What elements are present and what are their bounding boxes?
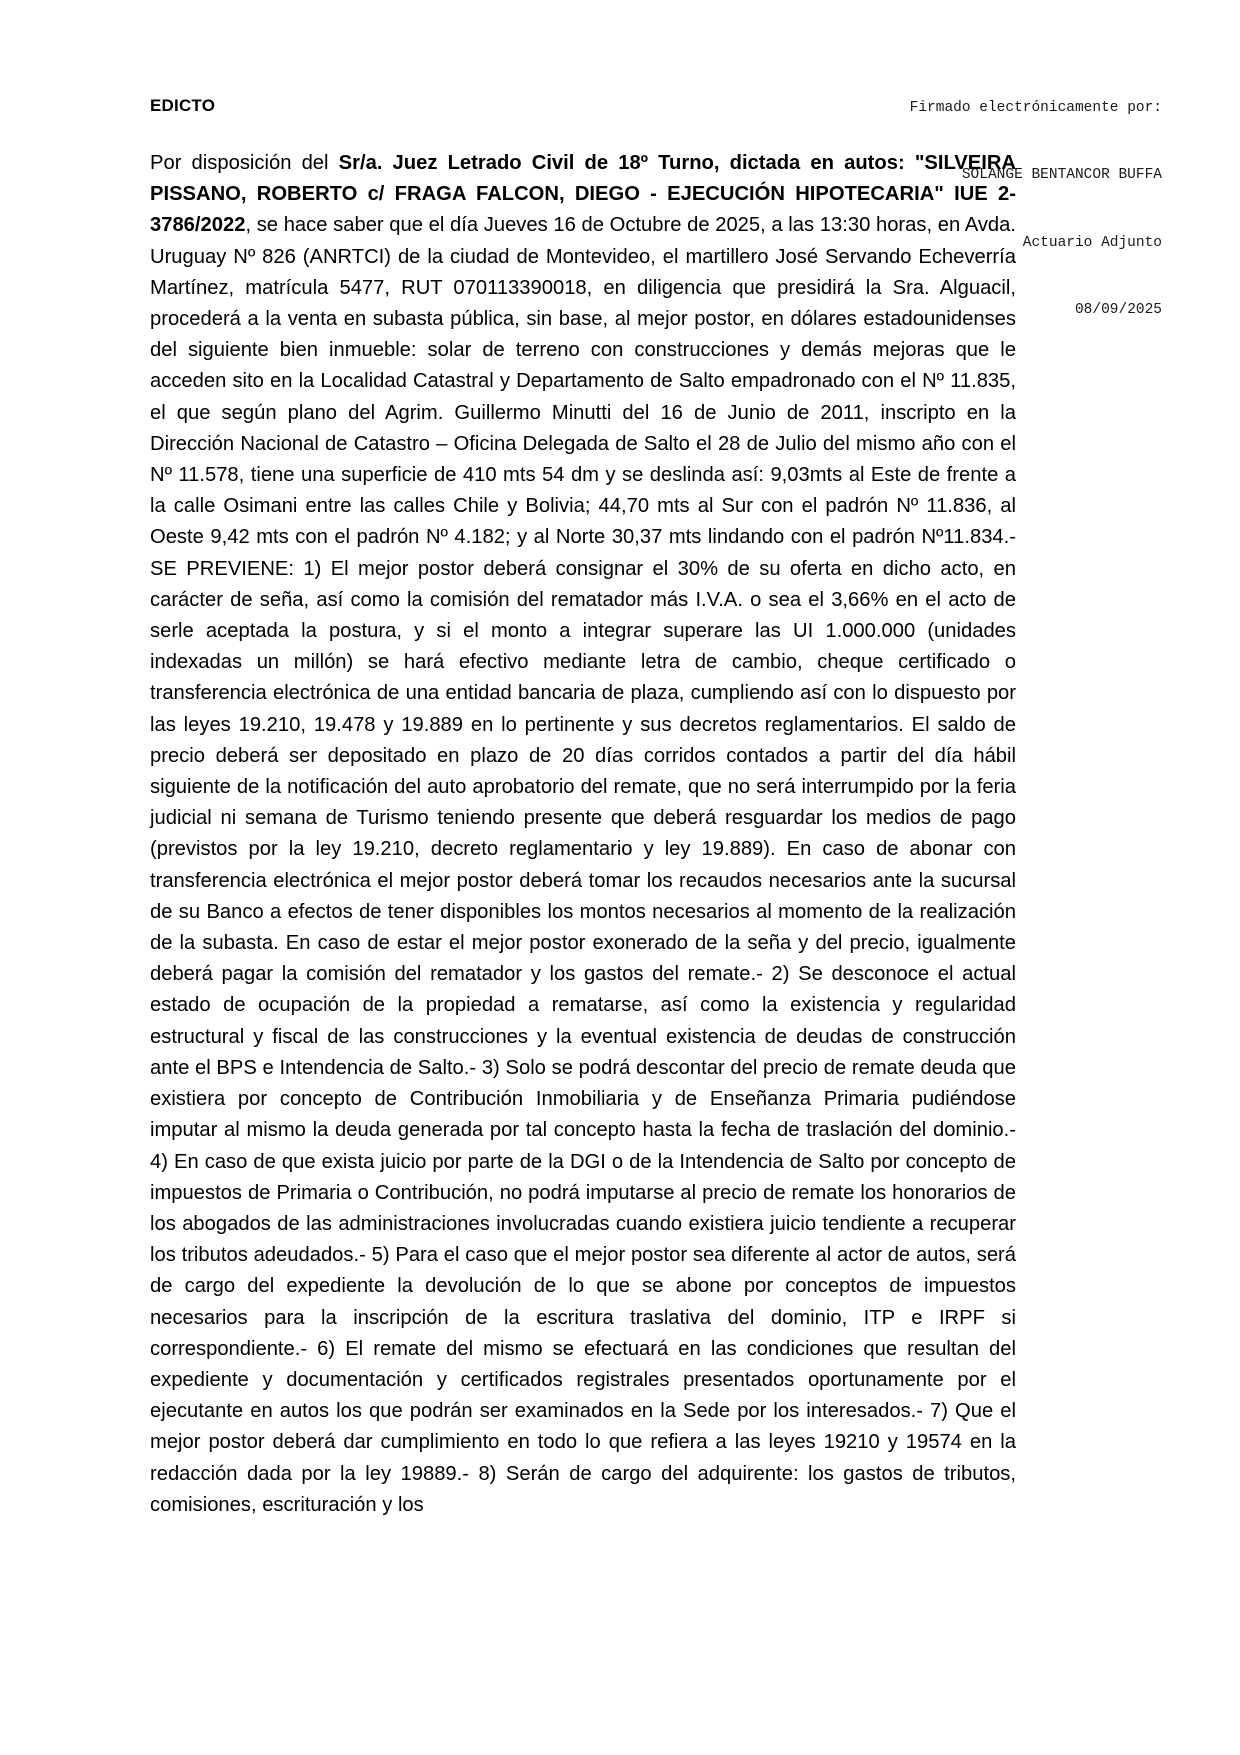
signature-line-label: Firmado electrónicamente por:	[909, 99, 1162, 116]
body-case-reference: Sr/a. Juez Letrado Civil de 18º Turno, dictada en autos: "SILVEIRA PISSANO, ROBERTO c/ FRAGA FALCON, DIEGO - EJECUCIÓN HIPOTECARIA" IUE 2-3786/2022	[150, 152, 1016, 237]
body-main-text: , se hace saber que el día Jueves 16 de Octubre de 2025, a las 13:30 horas, en Avda. Uruguay Nº 826 (ANRTCI) de la ciudad de Montevideo, el martillero José Servando Echeverría Martínez, matrícula 5477, RUT 070113390018, en diligencia que presidirá la Sra. Alguacil, procederá a la venta en subasta pública, sin base, al mejor postor, en dólares estadounidenses del siguiente bien inmueble: solar de terreno con construcciones y demás mejoras que le acceden sito en la Localidad Catastral y Departamento de Salto empadronado con el Nº 11.835, el que según plano del Agrim. Guillermo Minutti del 16 de Junio de 2011, inscripto en la Dirección Nacional de Catastro – Oficina Delegada de Salto el 28 de Julio del mismo año con el Nº 11.578, tiene una superficie de 410 mts 54 dm y se deslinda así: 9,03mts al Este de frente a la calle Osimani entre las calles Chile y Bolivia; 44,70 mts al Sur con el padrón Nº 11.836, al Oeste 9,42 mts con el padrón Nº 4.182; y al Norte 30,37 mts lindando con el padrón Nº11.834.- SE PREVIENE: 1) El mejor postor deberá consignar el 30% de su oferta en dicho acto, en carácter de seña, así como la comisión del rematador más I.V.A. o sea el 3,66% en el acto de serle aceptada la postura, y si el monto a integrar superare las UI 1.000.000 (unidades indexadas un millón) se hará efectivo mediante letra de cambio, cheque certificado o transferencia electrónica de una entidad bancaria de plaza, cumpliendo así con lo dispuesto por las leyes 19.210, 19.478 y 19.889 en lo pertinente y sus decretos reglamentarios. El saldo de precio deberá ser depositado en plazo de 20 días corridos contados a partir del día hábil siguiente de la notificación del auto aprobatorio del remate, que no será interrumpido por la feria judicial ni semana de Turismo teniendo presente que deberá resguardar los medios de pago (previstos por la ley 19.210, decreto reglamentario y ley 19.889). En caso de abonar con transferencia electrónica el mejor postor deberá tomar los recaudos necesarios ante la sucursal de su Banco a efectos de tener disponibles los montos necesarios al momento de la realización de la subasta. En caso de estar el mejor postor exonerado de la seña y del precio, igualmente deberá pagar la comisión del rematador y los gastos del remate.- 2) Se desconoce el actual estado de ocupación de la propiedad a rematarse, así como la existencia y regularidad estructural y fiscal de las construcciones y la eventual existencia de deudas de construcción ante el BPS e Intendencia de Salto.- 3) Solo se podrá descontar del precio de remate deuda que existiera por concepto de Contribución Inmobiliaria y de Enseñanza Primaria pudiéndose imputar al mismo la deuda generada por tal concepto hasta la fecha de traslación del dominio.- 4) En caso de que exista juicio por parte de la DGI o de la Intendencia de Salto por concepto de impuestos de Primaria o Contribución, no podrá imputarse al precio de remate los honorarios de los abogados de las administraciones involucradas cuando existiera juicio tendiente a recuperar los tributos adeudados.- 5) Para el caso que el mejor postor sea diferente al actor de autos, será de cargo del expediente la devolución de lo que se abone por conceptos de impuestos necesarios para la inscripción de la escritura traslativa del dominio, ITP e IRPF si correspondiente.- 6) El remate del mismo se efectuará en las condiciones que resultan del expediente y documentación y certificados registrales presentados oportunamente por el ejecutante en autos los que podrán ser examinados en la Sede por los interesados.- 7) Que el mejor postor deberá dar cumplimiento en todo lo que refiera a las leyes 19210 y 19574 en la redacción dada por la ley 19889.- 8) Serán de cargo del adquirente: los gastos de tributos, comisiones, escrituración y los	[150, 214, 1016, 1516]
document-body	[150, 148, 1016, 1521]
signature-signer-role: Actuario Adjunto	[1022, 234, 1162, 251]
signature-date: 08/09/2025	[1074, 302, 1162, 319]
page-title: EDICTO	[150, 96, 216, 115]
signature-signer-name: SOLANGE BENTANCOR BUFFA	[961, 167, 1162, 184]
body-intro-plain: Por disposición del	[150, 152, 339, 174]
